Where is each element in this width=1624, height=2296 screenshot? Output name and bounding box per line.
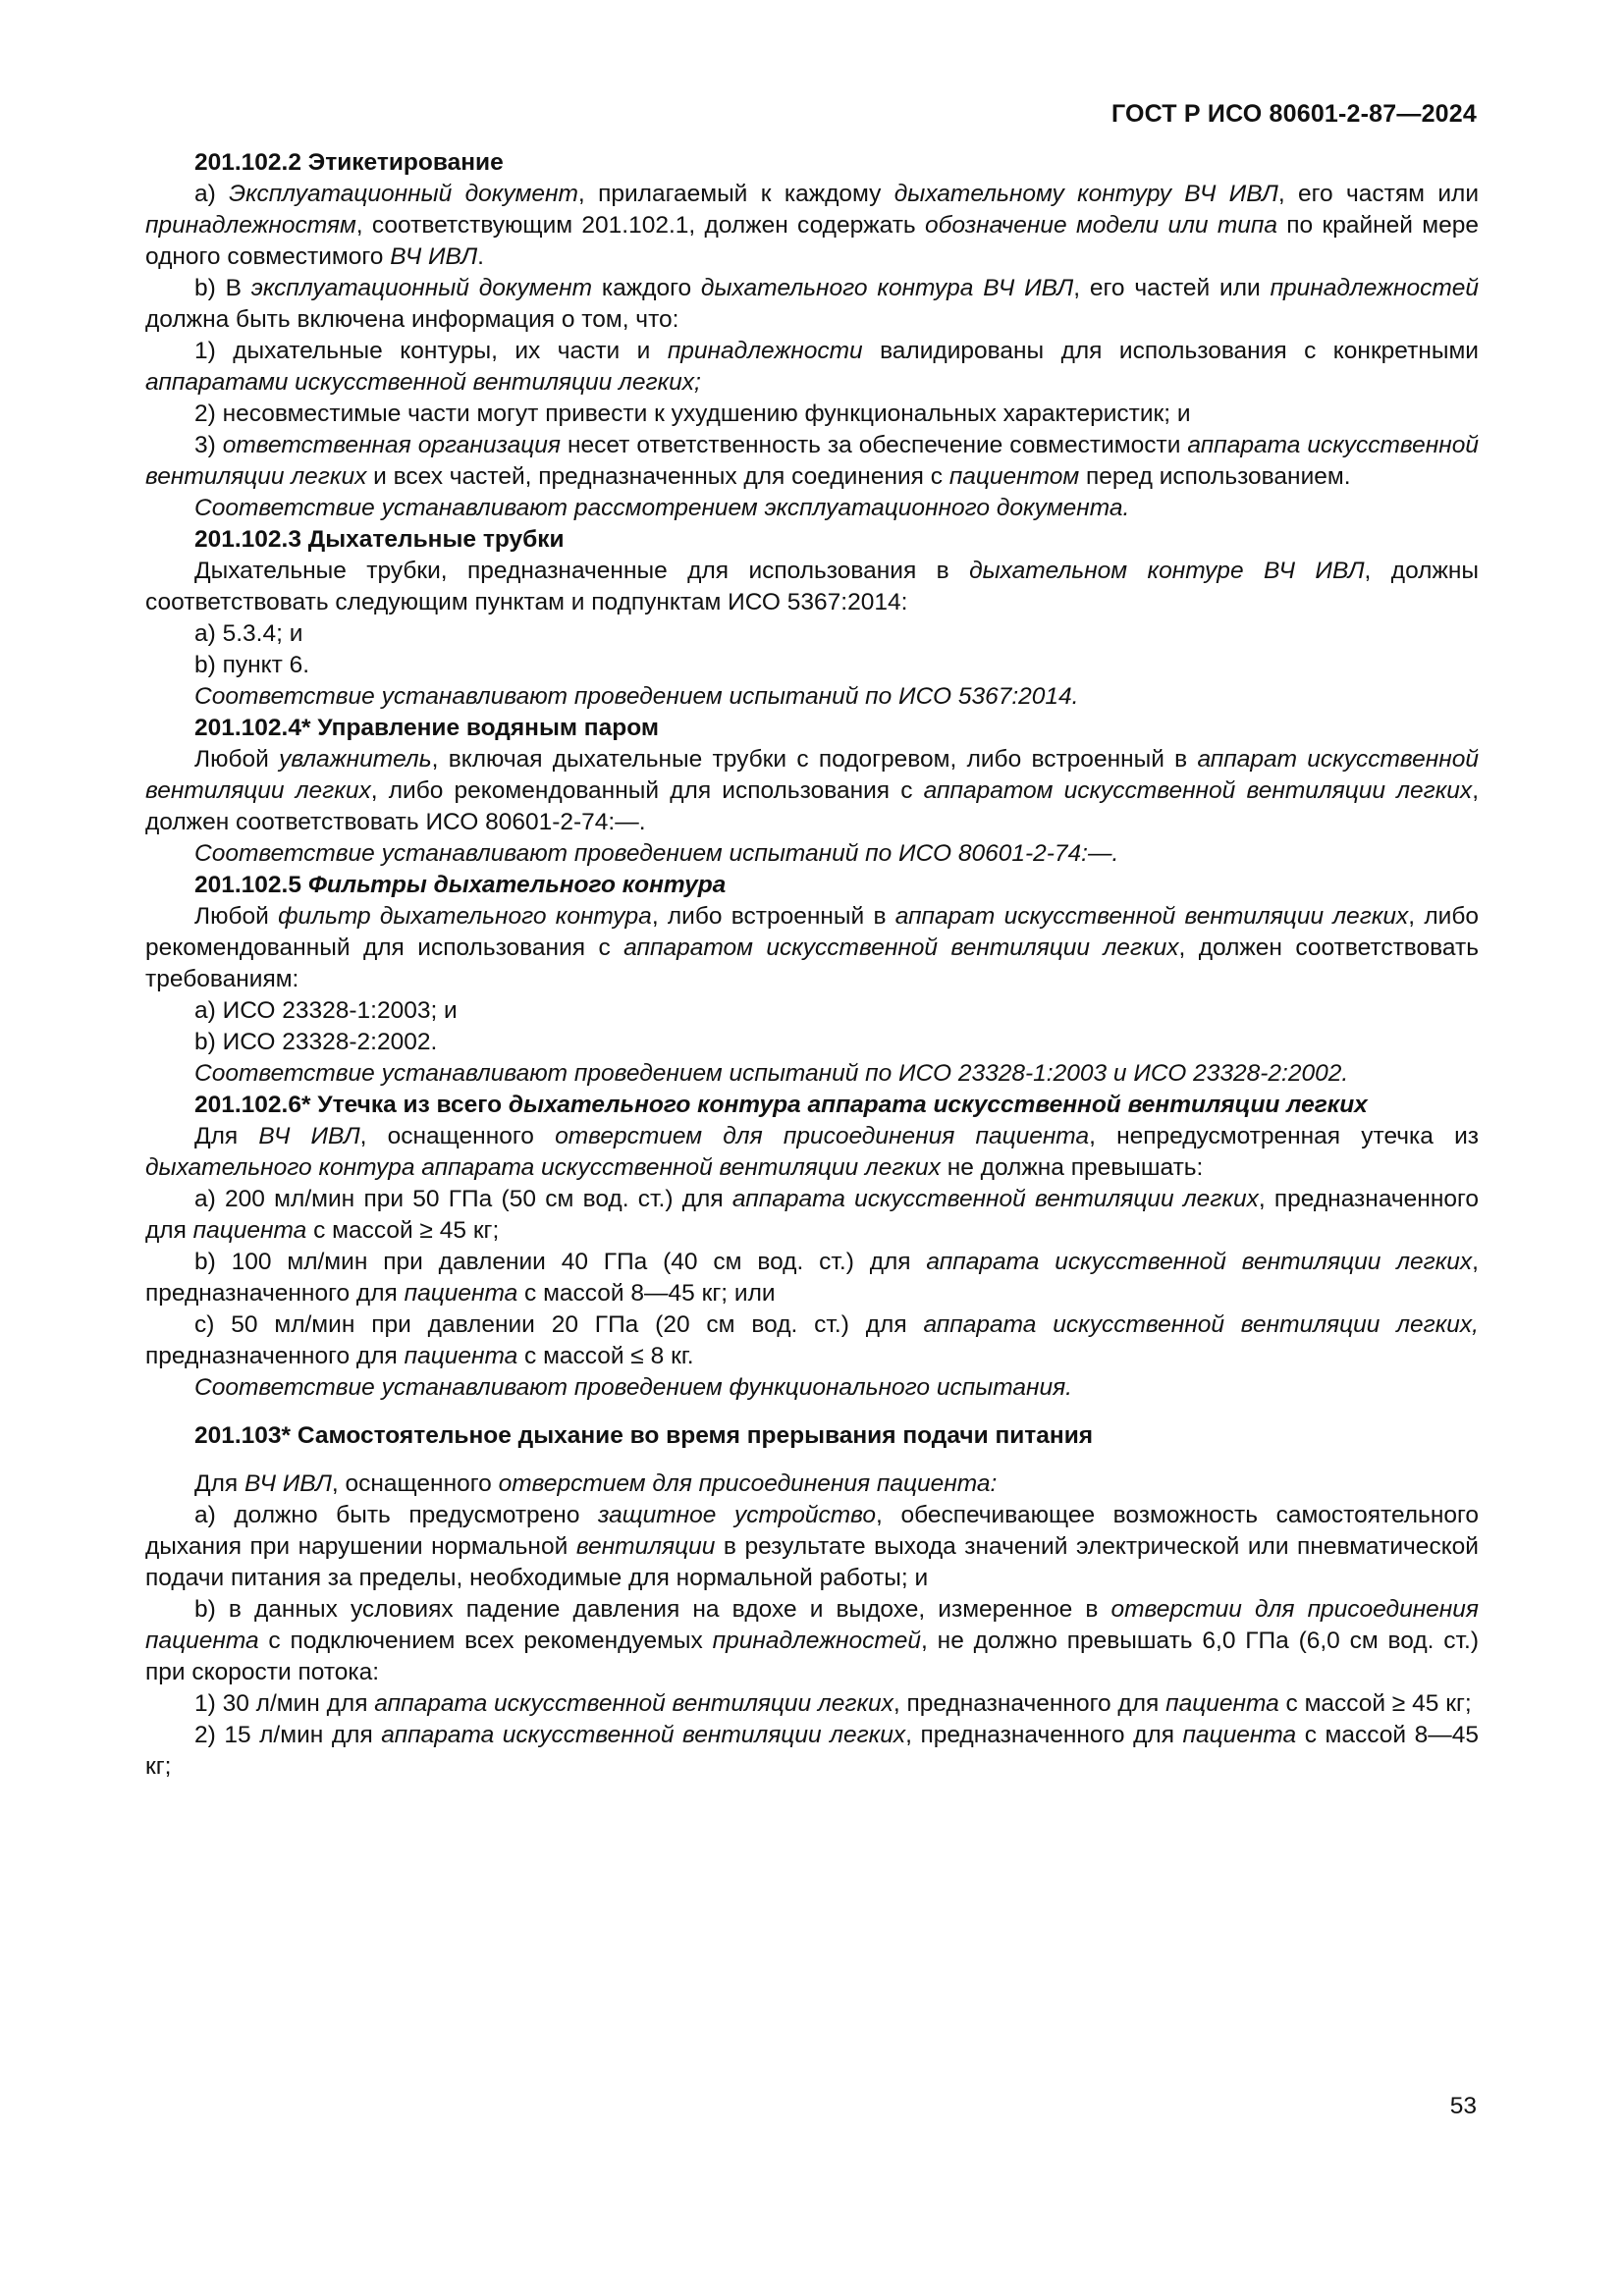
paragraph: [145, 681, 1479, 713]
text-run: с подключением всех рекомендуемых: [258, 1628, 713, 1654]
paragraph: [145, 1500, 1479, 1594]
text-run: обозначение модели или типа: [924, 212, 1277, 239]
text-run: отверстии для присоединения пациента: [145, 1596, 1480, 1654]
paragraph: [145, 744, 1479, 838]
text-run: , предназначенного для: [893, 1690, 1166, 1717]
text-run: аппарата искусственной вентиляции легких,: [923, 1311, 1479, 1338]
text-run: Любой: [194, 903, 279, 930]
text-run: 1) дыхательные контуры, их части и: [194, 338, 668, 364]
text-run: , его частям или: [1277, 181, 1480, 207]
text-run: Соответствие устанавливают проведением функционального испытания.: [194, 1374, 1072, 1401]
text-run: , оснащенного: [359, 1123, 556, 1149]
text-run: аппаратом искусственной вентиляции легких: [923, 777, 1473, 804]
text-run: 201.102.6* Утечка из всего: [194, 1092, 509, 1118]
text-run: a) 200 мл/мин при 50 ГПа (50 см вод. ст.) для: [194, 1186, 732, 1212]
text-run: c) 50 мл/мин при давлении 20 ГПа (20 см вод. ст.) для: [194, 1311, 924, 1338]
text-run: [1380, 1249, 1396, 1275]
paragraph: [145, 1027, 1479, 1058]
paragraph: [145, 901, 1479, 995]
text-run: принадлежностям: [145, 212, 356, 239]
section-heading: [145, 713, 1479, 744]
text-run: Соответствие устанавливают рассмотрением эксплуатационного документа.: [194, 495, 1130, 521]
text-run: ВЧ ИВЛ: [258, 1123, 360, 1149]
text-run: не должна превышать:: [940, 1154, 1204, 1181]
text-run: b) ИСО 23328-2:2002.: [194, 1029, 438, 1055]
text-run: легких: [1396, 1249, 1473, 1275]
section-heading: [145, 524, 1479, 556]
text-run: , оснащенного: [331, 1470, 499, 1497]
text-run: принадлежности: [667, 338, 863, 364]
text-run: аппарата искусственной вентиляции легких: [731, 1186, 1259, 1212]
paragraph: [145, 1372, 1479, 1404]
text-run: , соответствующим 201.102.1, должен содержать: [355, 212, 925, 239]
paragraph: [145, 336, 1479, 399]
text-run: фильтр дыхательного контура: [278, 903, 652, 930]
text-run: Соответствие устанавливают проведением испытаний по ИСО 5367:2014.: [194, 683, 1079, 710]
text-run: 201.102.5: [194, 872, 308, 898]
text-run: 201.103* Самостоятельное дыхание во время прерывания подачи питания: [194, 1422, 1094, 1449]
text-run: , должен соответствовать ИСО 80601-2-74:—.: [145, 777, 1479, 835]
text-run: и всех частей, предназначенных для соединения с: [366, 463, 949, 490]
text-run: Для: [194, 1123, 259, 1149]
paragraph: [145, 556, 1479, 618]
text-run: 201.102.2 Этикетирование: [194, 149, 504, 176]
text-run: аппарата искусственной вентиляции легких: [374, 1690, 893, 1717]
section-heading: [145, 1420, 1479, 1452]
text-run: , предназначенного для: [145, 1186, 1480, 1244]
text-run: , либо встроенный в: [651, 903, 895, 930]
text-run: перед использованием.: [1079, 463, 1351, 490]
text-run: 201.102.3 Дыхательные трубки: [194, 526, 565, 553]
text-run: принадлежностей: [712, 1628, 922, 1654]
paragraph: [145, 179, 1479, 273]
text-run: пациента: [404, 1280, 518, 1307]
paragraph: [145, 618, 1479, 650]
text-run: предназначенного для: [145, 1343, 405, 1369]
text-run: a) должно быть предусмотрено: [194, 1502, 599, 1528]
text-run: вентиляции: [575, 1533, 716, 1560]
text-run: с массой 8—45 кг;: [145, 1722, 1479, 1780]
text-run: аппарата искусственной вентиляции легких: [381, 1722, 906, 1748]
text-run: отверстием для присоединения пациента:: [498, 1470, 998, 1497]
text-run: 1) 30 л/мин для: [194, 1690, 375, 1717]
paragraph: [145, 493, 1479, 524]
text-run: дыхательного контура аппарата искусственной вентиляции легких: [145, 1154, 941, 1181]
section-heading: [145, 1090, 1479, 1121]
text-run: в результате выхода значений электрической или пневматической подачи питания за пределы, необходимые для нормальной работы; и: [145, 1533, 1479, 1591]
text-run: по крайней мере одного совместимого: [145, 212, 1479, 270]
text-run: a): [194, 181, 230, 207]
text-run: , непредусмотренная утечка из: [1089, 1123, 1480, 1149]
page-number: 53: [1449, 2093, 1477, 2119]
text-run: Для: [194, 1470, 244, 1497]
text-run: Соответствие устанавливают проведением испытаний по ИСО 80601-2-74:—.: [194, 840, 1119, 867]
text-run: b) В: [194, 275, 251, 301]
paragraph: [145, 1184, 1479, 1247]
text-run: , включая дыхательные трубки с подогревом, либо встроенный в: [431, 746, 1198, 773]
text-run: ВЧ ИВЛ: [244, 1470, 332, 1497]
text-run: , предназначенного для: [905, 1722, 1183, 1748]
paragraph: [145, 1247, 1479, 1309]
paragraph: [145, 1720, 1479, 1783]
paragraph: [145, 995, 1479, 1027]
text-run: аппарат искусственной вентиляции легких: [894, 903, 1409, 930]
text-run: валидированы для использования с конкретными: [862, 338, 1479, 364]
paragraph: [145, 1058, 1479, 1090]
text-run: должна быть включена информация о том, что:: [145, 306, 679, 333]
text-run: дыхательного контура аппарата искусственной вентиляции легких: [508, 1092, 1368, 1118]
text-run: Эксплуатационный документ: [229, 181, 578, 207]
text-run: пациентом: [948, 463, 1080, 490]
text-run: Фильтры дыхательного контура: [307, 872, 727, 898]
text-run: с массой ≥ 45 кг;: [1278, 1690, 1472, 1717]
text-run: 3): [194, 432, 223, 458]
text-run: b) пункт 6.: [194, 652, 310, 678]
text-run: пациента: [1182, 1722, 1297, 1748]
text-run: ответственная организация: [222, 432, 561, 458]
text-run: Дыхательные трубки, предназначенные для использования в: [194, 558, 970, 584]
text-run: пациента: [1165, 1690, 1279, 1717]
text-run: увлажнитель: [279, 746, 432, 773]
text-run: аппарата искусственной вентиляции: [926, 1249, 1381, 1275]
text-run: аппаратами искусственной вентиляции легких;: [145, 369, 701, 396]
text-run: пациента: [404, 1343, 518, 1369]
text-run: , должны соответствовать следующим пунктам и подпунктам ИСО 5367:2014:: [145, 558, 1479, 615]
text-run: несет ответственность за обеспечение совместимости: [560, 432, 1188, 458]
text-run: b) 100 мл/мин при давлении 40 ГПа (40 см вод. ст.) для: [194, 1249, 927, 1275]
text-run: a) ИСО 23328-1:2003; и: [194, 997, 458, 1024]
text-run: , его частей или: [1073, 275, 1271, 301]
paragraph: [145, 1688, 1479, 1720]
paragraph: [145, 1309, 1479, 1372]
paragraph: [145, 838, 1479, 870]
text-run: с массой ≤ 8 кг.: [517, 1343, 694, 1369]
text-run: эксплуатационный документ: [250, 275, 593, 301]
paragraph: [145, 430, 1479, 493]
text-run: a) 5.3.4; и: [194, 620, 303, 647]
text-run: аппарата искусственной вентиляции легких: [145, 432, 1480, 490]
text-run: аппарат искусственной вентиляции легких: [145, 746, 1480, 804]
text-run: каждого: [592, 275, 701, 301]
section-heading: [145, 147, 1479, 179]
section-heading: [145, 870, 1479, 901]
paragraph: [145, 1594, 1479, 1688]
text-run: 2) 15 л/мин для: [194, 1722, 382, 1748]
text-run: дыхательному контуру ВЧ ИВЛ: [893, 181, 1278, 207]
text-run: , не должно превышать 6,0 ГПа (6,0 см вод. ст.) при скорости потока:: [145, 1628, 1479, 1685]
text-run: с массой ≥ 45 кг;: [306, 1217, 500, 1244]
paragraph: [145, 399, 1479, 430]
paragraph: [145, 650, 1479, 681]
text-run: .: [477, 243, 484, 270]
text-run: , прилагаемый к каждому: [577, 181, 894, 207]
text-run: дыхательного контура ВЧ ИВЛ: [700, 275, 1074, 301]
text-run: , предназначенного для: [145, 1249, 1479, 1307]
paragraph: [145, 1468, 1479, 1500]
text-run: защитное устройство: [598, 1502, 877, 1528]
text-run: , либо рекомендованный для использования с: [370, 777, 924, 804]
paragraph: [145, 273, 1479, 336]
text-run: b) в данных условиях падение давления на вдохе и выдохе, измеренное в: [194, 1596, 1111, 1623]
text-run: Соответствие устанавливают проведением испытаний по ИСО 23328-1:2003 и ИСО 23328-2:2002.: [194, 1060, 1349, 1087]
text-run: аппаратом искусственной вентиляции легких: [623, 934, 1179, 961]
document-body: [145, 147, 1479, 1783]
text-run: Любой: [194, 746, 280, 773]
text-run: принадлежностей: [1270, 275, 1479, 301]
text-run: отверстием для присоединения пациента: [555, 1123, 1090, 1149]
text-run: , должен соответствовать требованиям:: [145, 934, 1479, 992]
text-run: пациента: [192, 1217, 307, 1244]
text-run: , либо рекомендованный для использования с: [145, 903, 1479, 961]
text-run: 2) несовместимые части могут привести к ухудшению функциональных характеристик; и: [194, 400, 1191, 427]
text-run: 201.102.4* Управление водяным паром: [194, 715, 659, 741]
text-run: , обеспечивающее возможность самостоятельного дыхания при нарушении нормальной: [145, 1502, 1479, 1560]
text-run: ВЧ ИВЛ: [390, 243, 478, 270]
paragraph: [145, 1121, 1479, 1184]
text-run: с массой 8—45 кг; или: [517, 1280, 776, 1307]
document-header: ГОСТ Р ИСО 80601-2-87—2024: [1110, 100, 1477, 128]
text-run: дыхательном контуре ВЧ ИВЛ: [969, 558, 1365, 584]
